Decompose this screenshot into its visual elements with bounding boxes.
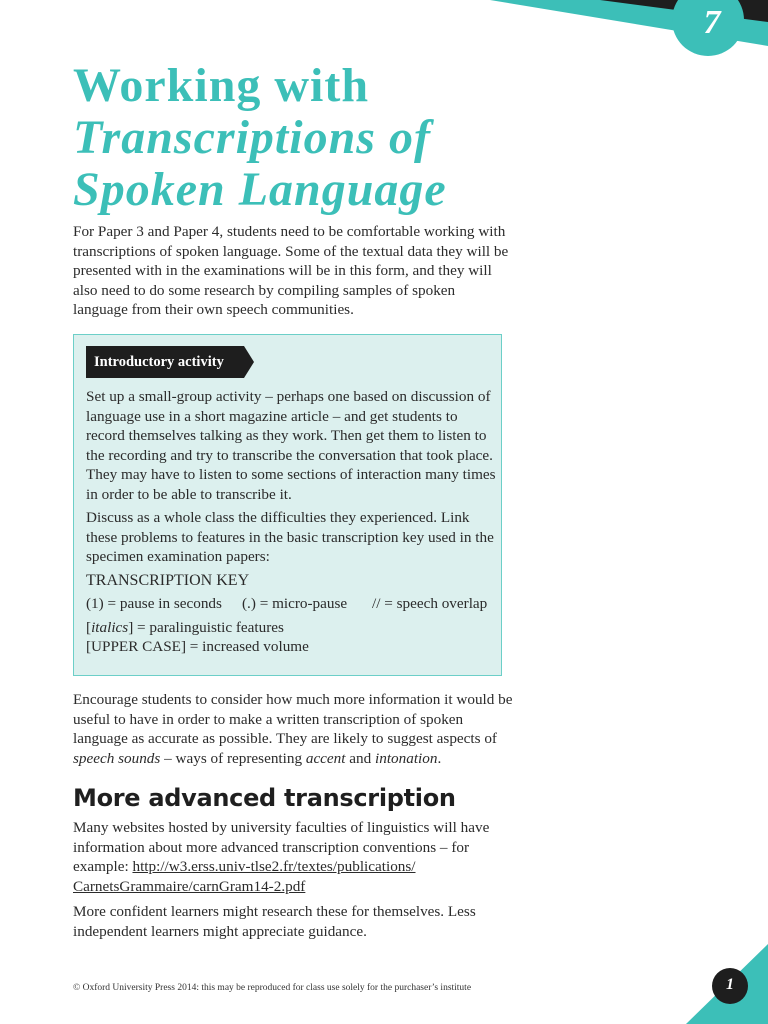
link-line-1: http://w3.erss.univ-tlse2.fr/textes/publications/: [132, 858, 416, 876]
key-upper-case: [UPPER CASE] = increased volume: [86, 638, 309, 655]
encourage-text-2: – ways of representing: [160, 749, 306, 767]
term-intonation: intonation: [375, 749, 438, 767]
title-line-3: Spoken Language: [73, 163, 447, 216]
transcription-key-row: [86, 594, 496, 614]
key-paralinguistic: [86, 618, 496, 638]
term-accent: accent: [305, 749, 346, 767]
websites-paragraph: [73, 818, 513, 896]
key-paralinguistic-text: ] = paralinguistic features: [128, 618, 284, 636]
encourage-text-4: .: [437, 749, 442, 767]
key-pause: (1) = pause in seconds: [86, 595, 222, 612]
copyright-footer: © Oxford University Press 2014: this may be reproduced for class use solely for the purchaser’s institute: [73, 983, 472, 993]
title-line-1: Working with: [73, 59, 370, 112]
key-italics-word: italics: [91, 618, 129, 636]
link-line-2: CarnetsGrammaire/carnGram14-2.pdf: [73, 877, 306, 895]
introductory-activity-box: [73, 334, 502, 676]
page-number: 1: [726, 976, 734, 993]
chapter-number: 7: [703, 4, 721, 41]
activity-paragraph-2: Discuss as a whole class the difficulties they experienced. Link these problems to features in the basic transcription key used in the specimen examination papers:: [86, 509, 494, 565]
confident-learners-paragraph: More confident learners might research these for themselves. Less independent learners might appreciate guidance.: [73, 903, 476, 940]
activity-tab-label: Introductory activity: [94, 354, 224, 370]
websites-text: Many websites hosted by university faculties of linguistics will have information about more advanced transcription conventions – for example:: [73, 819, 490, 876]
chapter-corner-decoration: [0, 0, 768, 60]
title-line-2: Transcriptions of: [73, 111, 431, 164]
encourage-text-3: and: [345, 749, 376, 767]
page-title: [73, 60, 447, 216]
encourage-paragraph: [73, 690, 513, 768]
encourage-text-1: Encourage students to consider how much more information it would be useful to have in order to make a written transcription of spoken language as accurate as possible. They are likely to suggest aspects of: [73, 691, 513, 748]
section-heading-advanced: More advanced transcription: [73, 784, 456, 812]
activity-paragraph-1: Set up a small-group activity – perhaps one based on discussion of language use in a short magazine article – and get students to record themselves talking as they work. Then get them to listen to the recording and try to transcribe the conversation that took place. They may have to listen to some sections of interaction many times in order to be able to transcribe it.: [86, 388, 496, 503]
activity-body: [86, 387, 496, 657]
term-speech-sounds: speech sounds: [73, 749, 161, 767]
transcription-key-heading: TRANSCRIPTION KEY: [86, 571, 250, 589]
key-micro-pause: (.) = micro-pause: [242, 595, 348, 612]
intro-paragraph: For Paper 3 and Paper 4, students need to be comfortable working with transcriptions of spoken language. Some of the textual data they will be presented with in the examinations will be in this form, and they will also need to do some research by compiling samples of spoken language from their own speech communities.: [73, 223, 509, 319]
key-bracket-open: [: [86, 618, 92, 636]
key-speech-overlap: // = speech overlap: [372, 595, 488, 612]
